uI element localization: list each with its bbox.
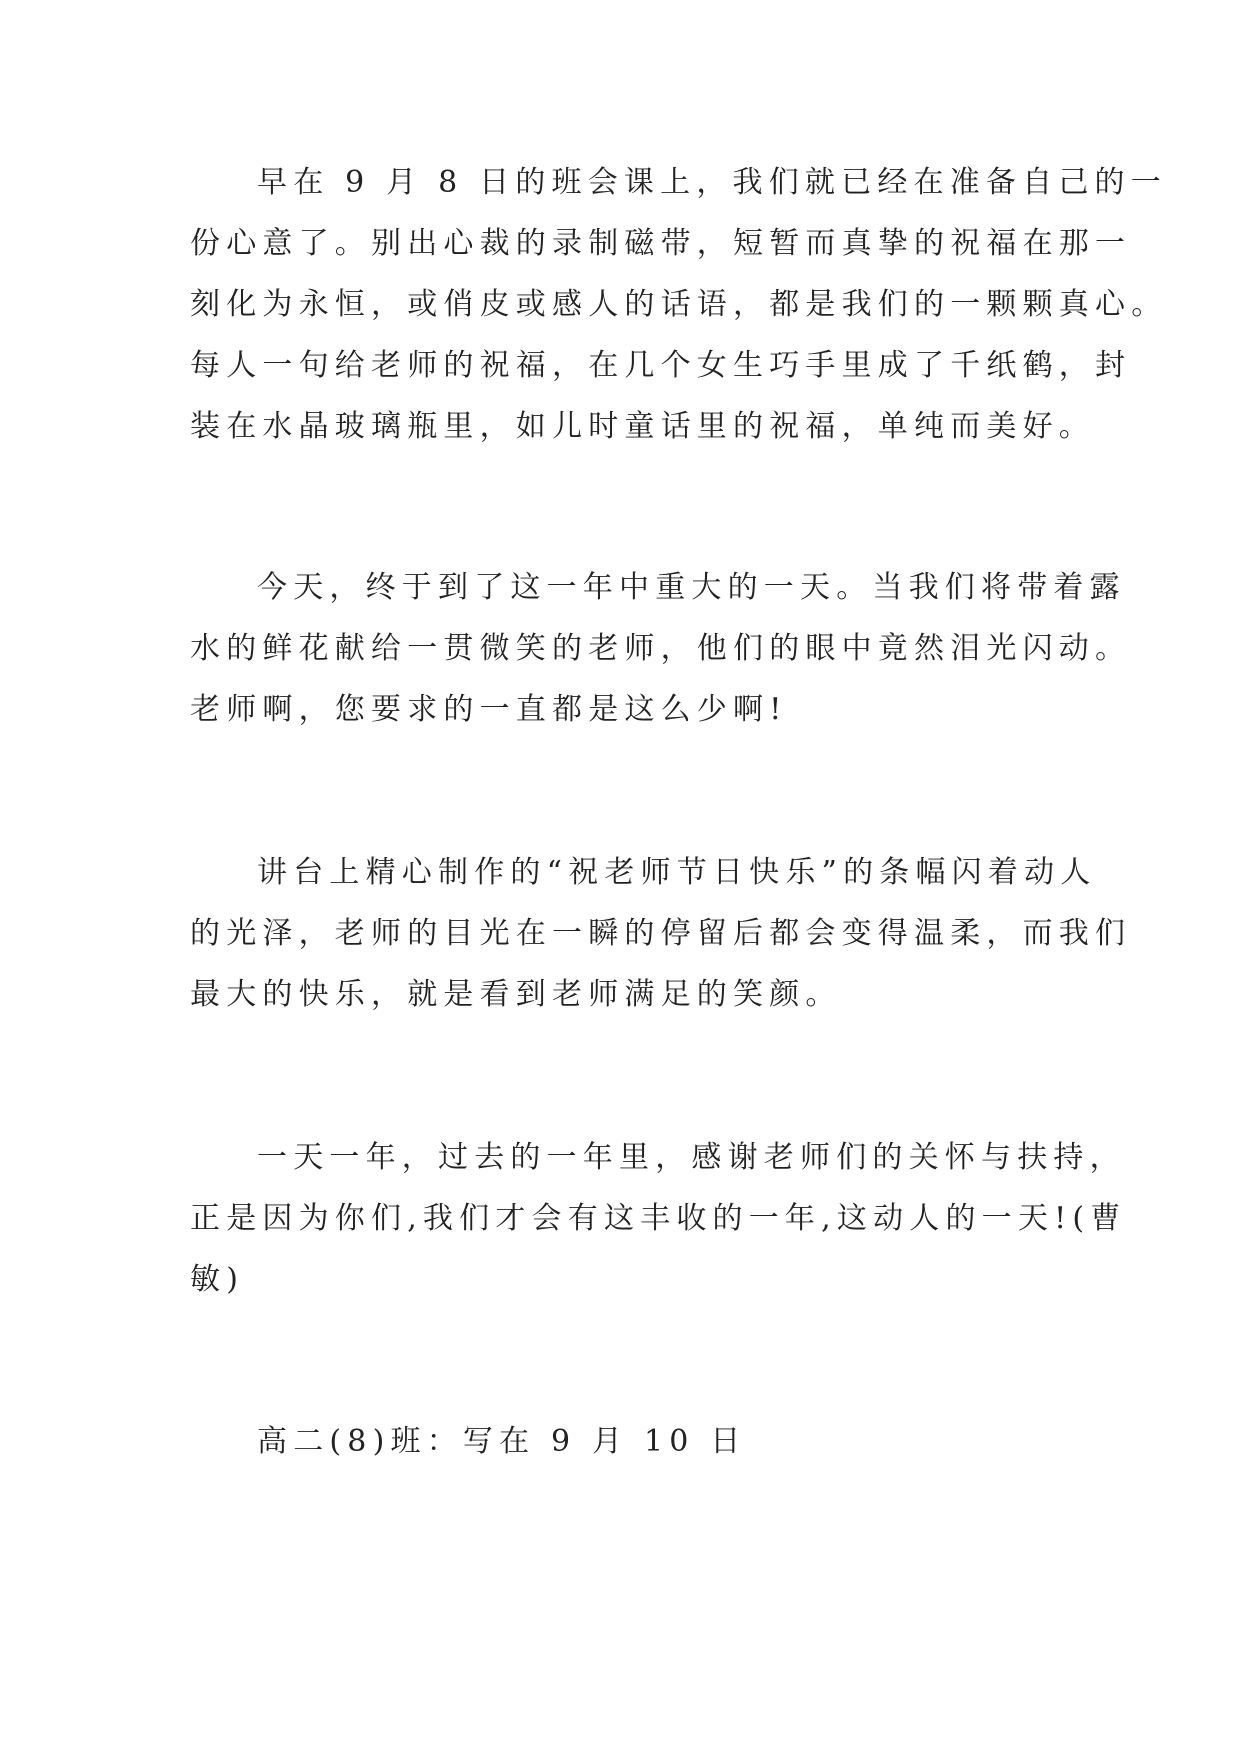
paragraph-line: 高二(8)班：写在 9 月 10 日 (257, 1424, 747, 1459)
paragraph-line: 刻化为永恒，或俏皮或感人的话语，都是我们的一颗颗真心。 (190, 287, 1168, 322)
paragraph-line: 份心意了。别出心裁的录制磁带，短暂而真挚的祝福在那一 (190, 226, 1132, 261)
paragraph-line: 老师啊，您要求的一直都是这么少啊! (190, 692, 788, 727)
paragraph-line: 讲台上精心制作的“祝老师节日快乐”的条幅闪着动人 (257, 855, 1097, 890)
paragraph-line: 早在 9 月 8 日的班会课上，我们就已经在准备自己的一 (257, 165, 1167, 200)
paragraph-line: 的光泽，老师的目光在一瞬的停留后都会变得温柔，而我们 (190, 916, 1132, 951)
paragraph-line: 敏) (190, 1262, 245, 1297)
paragraph-line: 装在水晶玻璃瓶里，如儿时童话里的祝福，单纯而美好。 (190, 409, 1095, 444)
paragraph-line: 一天一年，过去的一年里，感谢老师们的关怀与扶持， (257, 1140, 1126, 1175)
paragraph-line: 今天，终于到了这一年中重大的一天。当我们将带着露 (257, 570, 1126, 605)
paragraph-line: 最大的快乐，就是看到老师满足的笑颜。 (190, 977, 842, 1012)
paragraph-line: 水的鲜花献给一贯微笑的老师，他们的眼中竟然泪光闪动。 (190, 631, 1132, 666)
paragraph-line: 每人一句给老师的祝福，在几个女生巧手里成了千纸鹤，封 (190, 348, 1132, 383)
paragraph-line: 正是因为你们,我们才会有这丰收的一年,这动人的一天!(曹 (190, 1201, 1127, 1236)
